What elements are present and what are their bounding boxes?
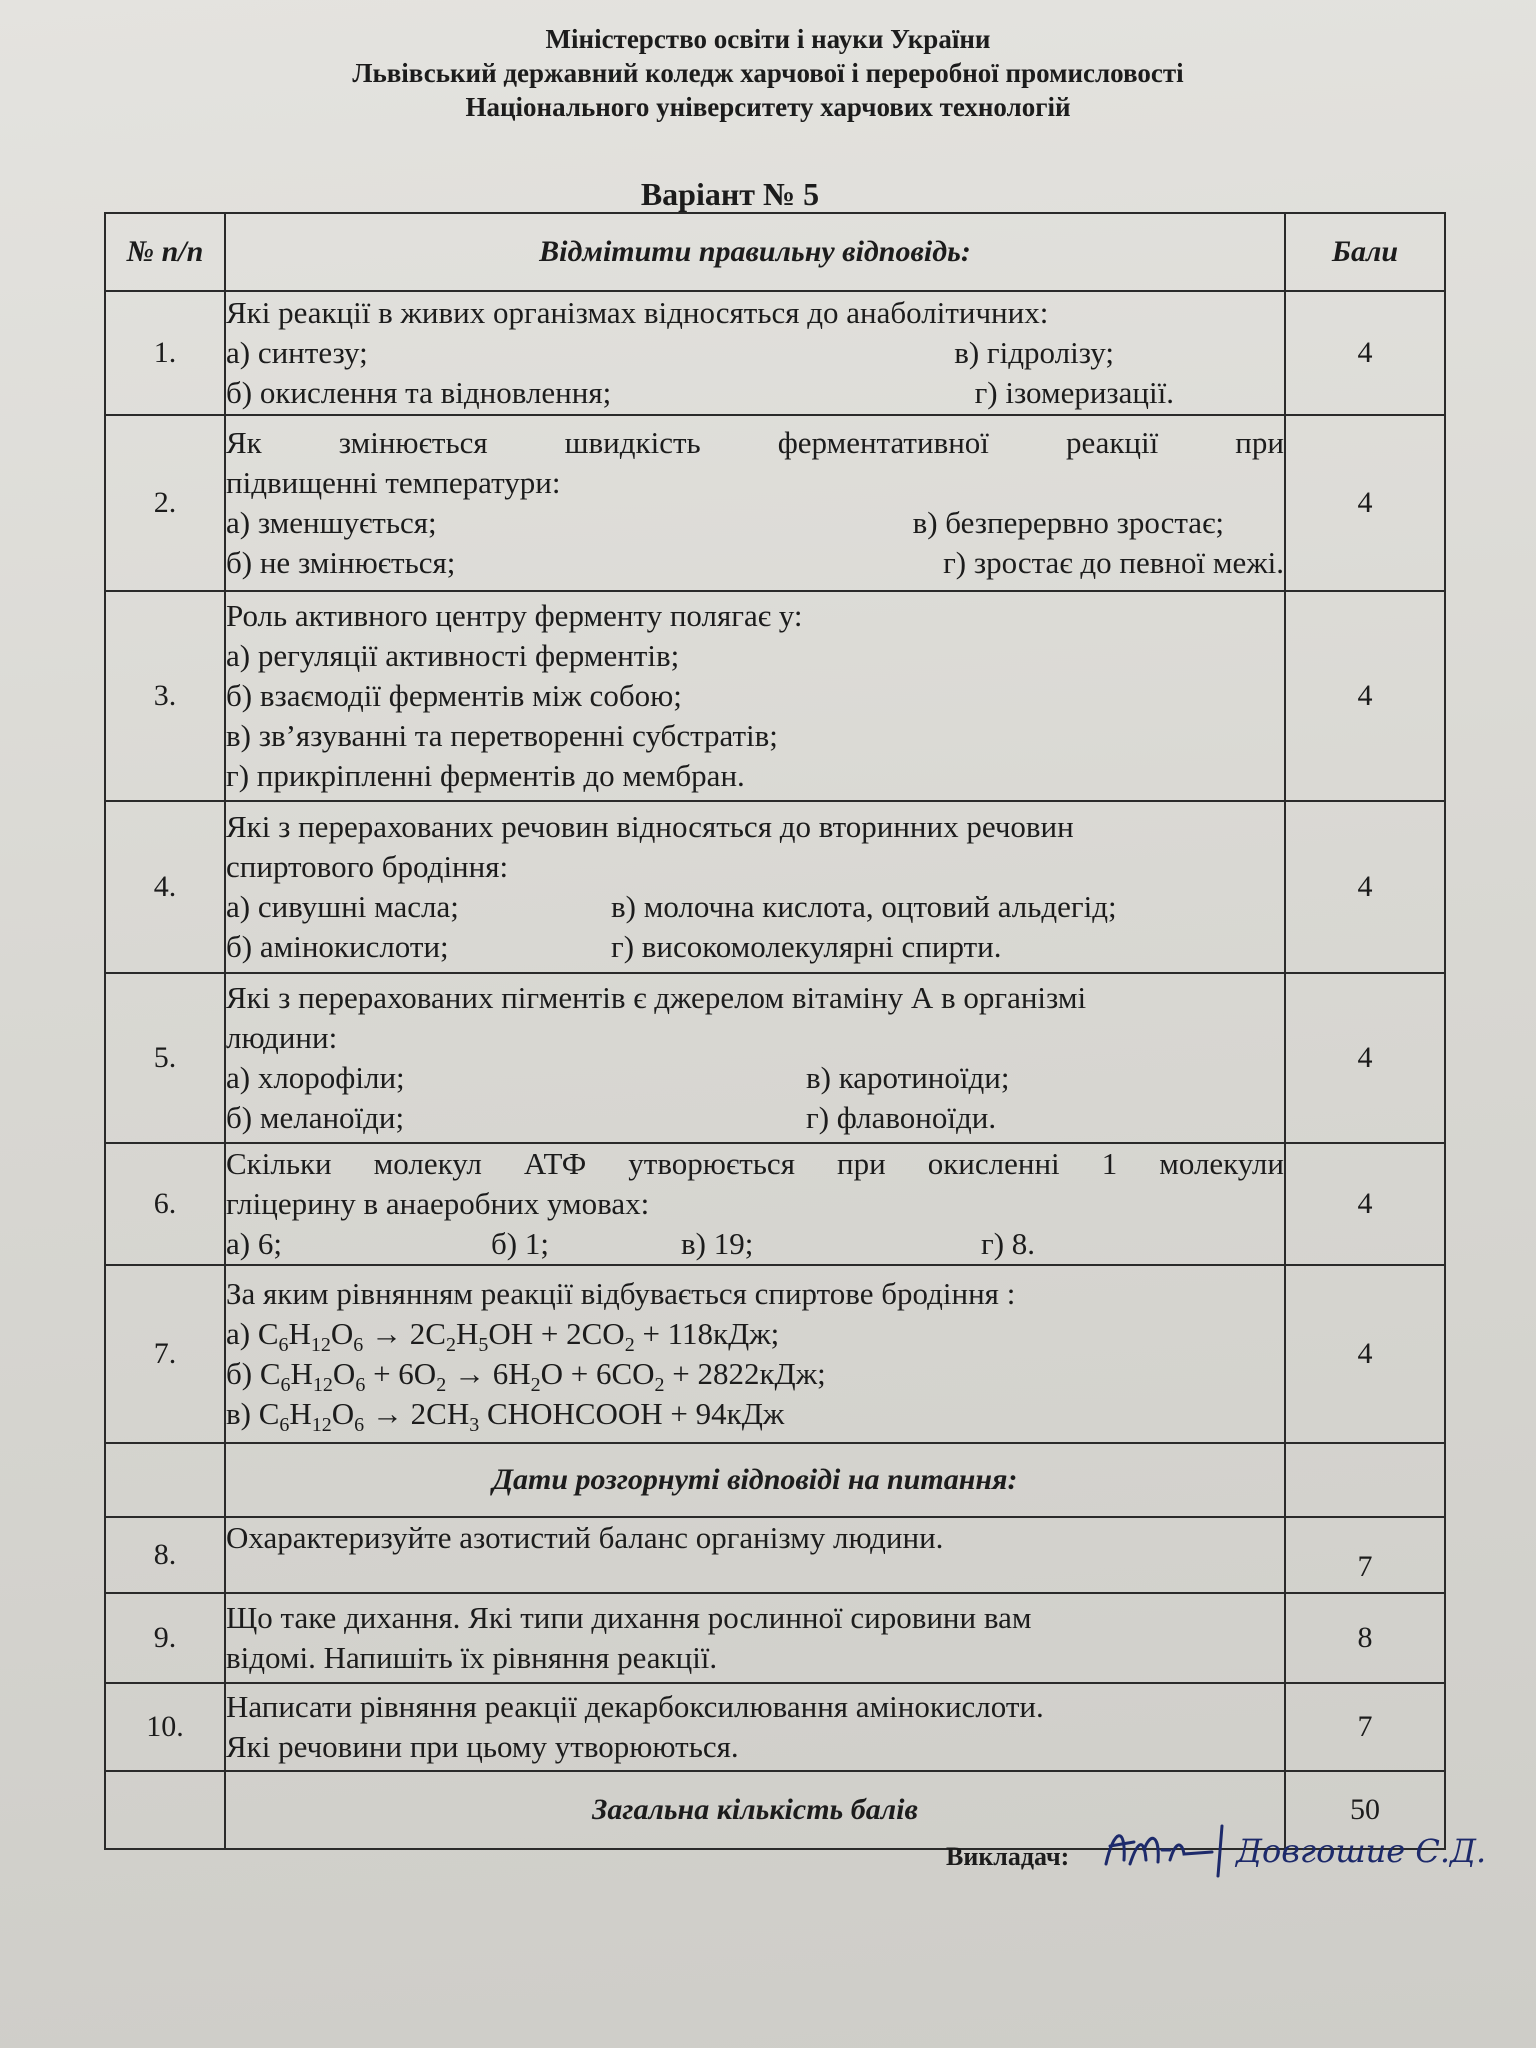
question-text-cont: відомі. Напишіть їх рівняння реакції.	[226, 1640, 718, 1675]
question-cell	[225, 1143, 1285, 1265]
question-text: За яким рівнянням реакції відбувається спиртове бродіння :	[226, 1276, 1016, 1311]
table-row	[105, 1265, 1445, 1443]
question-number: 9.	[105, 1593, 225, 1683]
option: г) 8.	[981, 1226, 1036, 1261]
option-row	[226, 887, 1284, 927]
question-text: Як змінюється швидкість ферментативної реакції при	[226, 425, 1284, 460]
question-cell	[225, 801, 1285, 973]
option: а) синтезу;	[226, 335, 368, 370]
question-number: 8.	[105, 1517, 225, 1593]
option: а) регуляції активності ферментів;	[226, 638, 680, 673]
points: 4	[1285, 1143, 1445, 1265]
institution-header	[0, 22, 1536, 124]
points: 7	[1285, 1517, 1445, 1593]
section-title: Дати розгорнуті відповіді на питання:	[225, 1443, 1285, 1517]
total-value: 50	[1285, 1771, 1445, 1849]
option-row	[226, 543, 1284, 583]
option: в) безперервно зростає;	[912, 505, 1224, 540]
option: б) взаємодії ферментів між собою;	[226, 678, 682, 713]
points: 8	[1285, 1593, 1445, 1683]
question-text: Скільки молекул АТФ утворюється при окисленні 1 молекули	[226, 1146, 1284, 1181]
table-row	[105, 1593, 1445, 1683]
points: 4	[1285, 415, 1445, 591]
table-row	[105, 1683, 1445, 1771]
points: 4	[1285, 973, 1445, 1143]
question-cell	[225, 973, 1285, 1143]
option: б) амінокислоти;	[226, 929, 449, 964]
option: г) зростає до певної межі.	[943, 545, 1284, 580]
points: 4	[1285, 801, 1445, 973]
question-text: Написати рівняння реакції декарбоксилювання амінокислоти.	[226, 1689, 1044, 1724]
option-row	[226, 927, 1284, 967]
option-row	[226, 1098, 1284, 1138]
question-cell	[225, 591, 1285, 801]
option: б) окислення та відновлення;	[226, 375, 612, 410]
question-number: 5.	[105, 973, 225, 1143]
option-row	[226, 333, 1284, 373]
option: в) молочна кислота, оцтовий альдегід;	[611, 889, 1117, 924]
option: а) $C_6H_{12}O_6 \to 2C_2H_5OH + 2CO_2 + 118кДж$;	[226, 1316, 780, 1357]
option: б) $C_6H_{12}O_6 + 6O_2 \to 6H_2O + 6CO_2 + 2822кДж$;	[226, 1356, 826, 1397]
question-cell	[225, 291, 1285, 415]
question-text-cont: спиртового бродіння:	[226, 849, 509, 884]
question-text-cont: гліцерину в анаеробних умовах:	[226, 1186, 650, 1221]
total-label: Загальна кількість балів	[225, 1771, 1285, 1849]
option: г) ізомеризації.	[974, 375, 1174, 410]
table-row	[105, 291, 1445, 415]
option: б) не змінюється;	[226, 545, 456, 580]
teacher-signature	[1100, 1820, 1536, 1880]
question-text: Що таке дихання. Які типи дихання рослинної сировини вам	[226, 1600, 1032, 1635]
section-row	[105, 1443, 1445, 1517]
option: а) сивушні масла;	[226, 889, 459, 924]
option: а) хлорофіли;	[226, 1060, 405, 1095]
option-row	[226, 1224, 1284, 1264]
table-row	[105, 973, 1445, 1143]
signature-name: Довгошие С.Д.	[1236, 1832, 1487, 1870]
table-row	[105, 415, 1445, 591]
table-row	[105, 1517, 1445, 1593]
question-number: 4.	[105, 801, 225, 973]
question-number: 6.	[105, 1143, 225, 1265]
option-row	[226, 373, 1284, 413]
option: в) гідролізу;	[954, 335, 1114, 370]
option: а) 6;	[226, 1226, 282, 1261]
table-header-row	[105, 213, 1445, 291]
option: в) зв’язуванні та перетворенні субстратів;	[226, 718, 778, 753]
option: а) зменшується;	[226, 505, 437, 540]
question-number: 1.	[105, 291, 225, 415]
university-line: Національного університету харчових технологій	[465, 92, 1071, 122]
question-text: Які з перерахованих речовин відносяться до вторинних речовин	[226, 809, 1074, 844]
header-num: № п/п	[105, 213, 225, 291]
test-table	[104, 212, 1446, 1850]
question-text: Охарактеризуйте азотистий баланс організму людини.	[226, 1520, 944, 1555]
teacher-label: Викладач:	[946, 1842, 1070, 1871]
question-text: Роль активного центру ферменту полягає у:	[226, 598, 803, 633]
points: 4	[1285, 591, 1445, 801]
option: б) 1;	[491, 1226, 549, 1261]
points: 7	[1285, 1683, 1445, 1771]
option: в) $C_6H_{12}O_6 \to 2CH_3$ CHOHCOOH + 94кДж	[226, 1396, 785, 1437]
college-line: Львівський державний коледж харчової і переробної промисловості	[352, 58, 1184, 88]
question-number: 3.	[105, 591, 225, 801]
option-row	[226, 1058, 1284, 1098]
question-cell	[225, 1593, 1285, 1683]
question-cell	[225, 415, 1285, 591]
option: г) флавоноїди.	[806, 1100, 997, 1135]
header-task: Відмітити правильну відповідь:	[225, 213, 1285, 291]
question-text-cont: Які речовини при цьому утворюються.	[226, 1729, 739, 1764]
question-cell	[225, 1683, 1285, 1771]
question-text-cont: підвищенні температури:	[226, 465, 561, 500]
option: г) високомолекулярні спирти.	[611, 929, 1002, 964]
points: 4	[1285, 1265, 1445, 1443]
points: 4	[1285, 291, 1445, 415]
option: б) меланоїди;	[226, 1100, 405, 1135]
option: в) 19;	[681, 1226, 754, 1261]
question-text-cont: людини:	[226, 1020, 338, 1055]
question-number: 10.	[105, 1683, 225, 1771]
table-row	[105, 591, 1445, 801]
question-cell	[225, 1265, 1285, 1443]
table-row	[105, 1143, 1445, 1265]
question-number: 7.	[105, 1265, 225, 1443]
variant-title: Варіант № 5	[640, 176, 820, 212]
question-cell	[225, 1517, 1285, 1593]
ministry-line: Міністерство освіти і науки України	[545, 24, 991, 54]
table-row	[105, 801, 1445, 973]
option-row	[226, 503, 1284, 543]
option: г) прикріпленні ферментів до мембран.	[226, 758, 745, 793]
question-text: Які реакції в живих організмах відносяться до анаболітичних:	[226, 295, 1049, 330]
header-points: Бали	[1285, 213, 1445, 291]
question-text: Які з перерахованих пігментів є джерелом вітаміну А в організмі	[226, 980, 1087, 1015]
option: в) каротиноїди;	[806, 1060, 1010, 1095]
question-number: 2.	[105, 415, 225, 591]
